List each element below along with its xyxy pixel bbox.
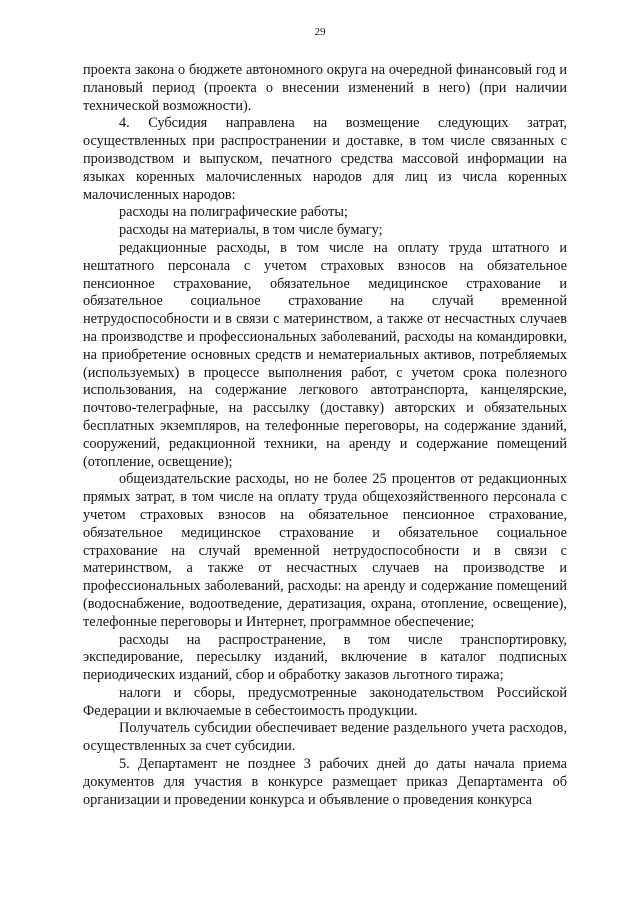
paragraph-separate-accounting: Получатель субсидии обеспечивает ведение раздельного учета расходов, осуществленных за счет субсидии. (83, 720, 567, 755)
paragraph-item-4: 4. Субсидия направлена на возмещение следующих затрат, осуществленных при распространении и доставке, в том числе связанных с производством и выпуском, печатного средства массовой информации на языках коренных малочисленных народов для лиц из числа коренных малочисленных народов: (83, 115, 567, 203)
page-number: 29 (314, 26, 326, 38)
document-body (83, 62, 567, 809)
paragraph-continuation: проекта закона о бюджете автономного округа на очередной финансовый год и плановый период (проекта о внесении изменений в него) (при наличии технической возможности). (83, 62, 567, 114)
list-item-materials-costs: расходы на материалы, в том числе бумагу; (119, 222, 383, 239)
paragraph-item-5: 5. Департамент не позднее 3 рабочих дней до даты начала приема документов для участия в конкурсе размещает приказ Департамента об организации и проведении конкурса и объявление о проведения конкурса (83, 756, 567, 808)
list-item-general-publishing-costs: общеиздательские расходы, но не более 25 процентов от редакционных прямых затрат, в том числе на оплату труда общехозяйственного персонала с учетом страховых взносов на обязательное пенсионное страхование, обязательное медицинское страхование и обязательное социальное страхование на случай временной нетрудоспособности и в связи с материнством, а также от несчастных случаев на производстве и профессиональных заболеваний, расходы: на аренду и содержание помещений (водоснабжение, водоотведение, дератизация, охрана, отопление, освещение), телефонные переговоры и Интернет, программное обеспечение; (83, 471, 567, 630)
list-item-distribution-costs: расходы на распространение, в том числе транспортировку, экспедирование, пересылку изданий, включение в каталог подписных периодических изданий, сбор и обработку заказов льготного тиража; (83, 631, 567, 684)
list-item-printing-costs: расходы на полиграфические работы; (119, 204, 348, 221)
list-item-taxes: налоги и сборы, предусмотренные законодательством Российской Федерации и включаемые в себестоимость продукции. (83, 684, 567, 719)
list-item-editorial-costs: редакционные расходы, в том числе на оплату труда штатного и нештатного персонала с учетом страховых взносов на обязательное пенсионное страхование, обязательное медицинское страхование и обязательное социальное страхование на случай временной нетрудоспособности и в связи с материнством, а также от несчастных случаев на производстве и профессиональных заболеваний, расходы на командировки, на приобретение основных средств и нематериальных активов, потребляемых (используемых) в процессе выполнения работ, с учетом срока полезного использования, на содержание легкового автотранспорта, канцелярские, почтово-телеграфные, на рассылку (доставку) авторских и обязательных бесплатных экземпляров, на телефонные переговоры, на содержание зданий, сооружений, редакционной техники, на аренду и содержание помещений (отопление, освещение); (83, 239, 567, 470)
